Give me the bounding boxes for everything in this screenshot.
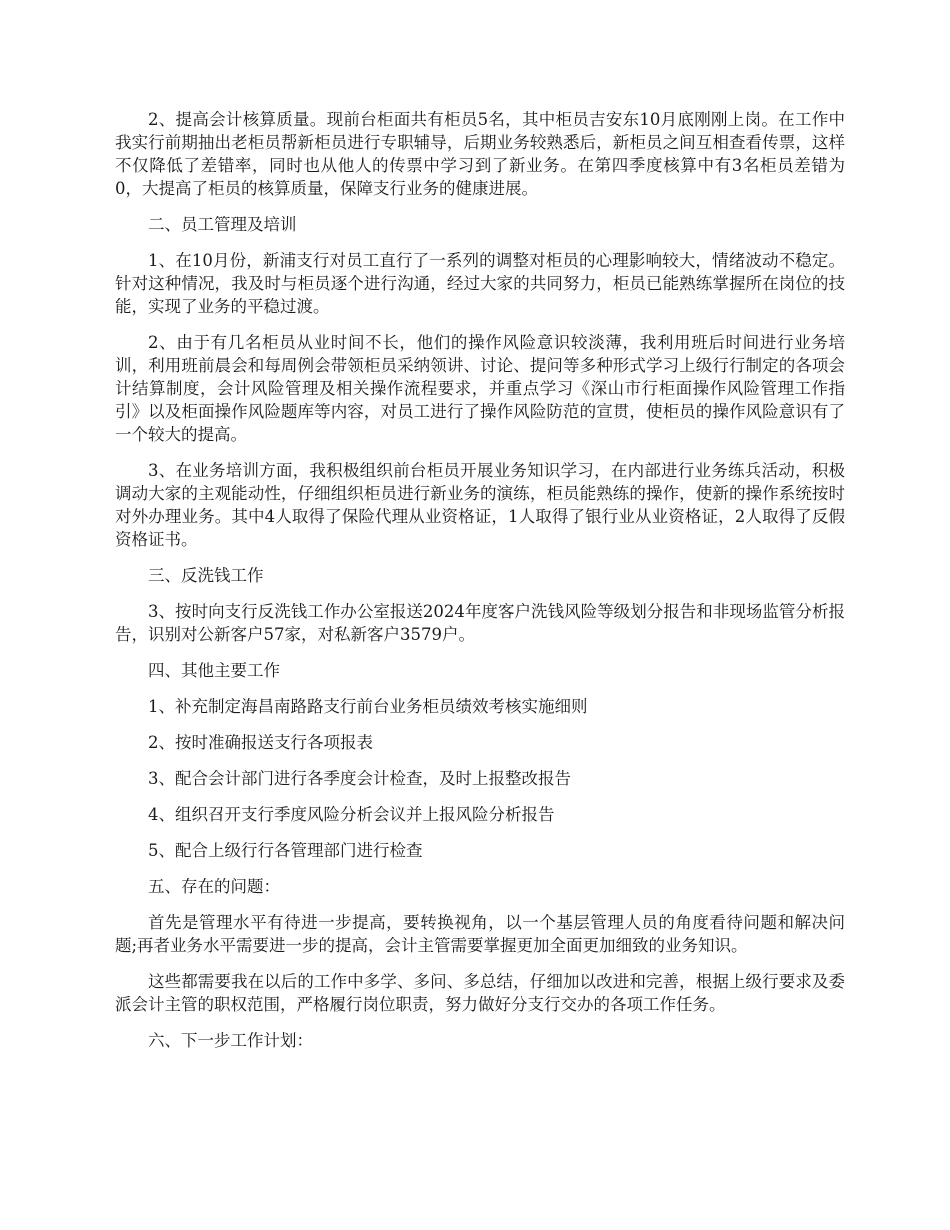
list-item-other-work-2: 2、按时准确报送支行各项报表 (148, 733, 373, 752)
paragraph-management-problems: 首先是管理水平有待进一步提高，要转换视角，以一个基层管理人员的角度看待问题和解决问题;再者业务水平需要进一步的提高，会计主管需要掌握更加全面更加细致的业务知识。 (115, 913, 845, 955)
list-item-other-work-1: 1、补充制定海昌南路路支行前台业务柜员绩效考核实施细则 (148, 697, 588, 716)
list-item-other-work-3: 3、配合会计部门进行各季度会计检查，及时上报整改报告 (148, 769, 571, 788)
list-item-other-work-5: 5、配合上级行行各管理部门进行检查 (148, 841, 423, 860)
paragraph-accounting-quality: 2、提高会计核算质量。现前台柜面共有柜员5名，其中柜员吉安东10月底刚刚上岗。在工作中我实行前期抽出老柜员帮新柜员进行专职辅导，后期业务较熟悉后，新柜员之间互相查看传票，这样不仅降低了差错率，同时也从他人的传票中学习到了新业务。在第四季度核算中有3名柜员差错为0，大提高了柜员的核算质量，保障支行业务的健康进展。 (115, 110, 845, 198)
list-item-other-work-4: 4、组织召开支行季度风险分析会议并上报风险分析报告 (148, 805, 555, 824)
section-heading-staff-training: 二、员工管理及培训 (148, 215, 297, 234)
paragraph-business-training: 3、在业务培训方面，我积极组织前台柜员开展业务知识学习，在内部进行业务练兵活动，积极调动大家的主观能动性，仔细组织柜员进行新业务的演练，柜员能熟练的操作，使新的操作系统按时对外办理业务。其中4人取得了保险代理从业资格证，1人取得了银行业从业资格证，2人取得了反假资格证书。 (115, 461, 845, 549)
document-page (115, 108, 845, 1065)
section-heading-other-work: 四、其他主要工作 (148, 661, 280, 680)
paragraph-improvement: 这些都需要我在以后的工作中多学、多问、多总结，仔细加以改进和完善，根据上级行要求及委派会计主管的职权范围，严格履行岗位职责，努力做好分支行交办的各项工作任务。 (115, 972, 845, 1014)
paragraph-risk-training: 2、由于有几名柜员从业时间不长，他们的操作风险意识较淡薄，我利用班后时间进行业务培训，利用班前晨会和每周例会带领柜员采纳领讲、讨论、提问等多种形式学习上级行行制定的各项会计结算制度，会计风险管理及相关操作流程要求，并重点学习《深山市行柜面操作风险管理工作指引》以及柜面操作风险题库等内容，对员工进行了操作风险防范的宣贯，使柜员的操作风险意识有了一个较大的提高。 (115, 333, 845, 444)
section-heading-next-plan: 六、下一步工作计划： (148, 1031, 313, 1050)
section-heading-problems: 五、存在的问题： (148, 877, 280, 896)
section-heading-anti-money-laundering: 三、反洗钱工作 (148, 566, 264, 585)
paragraph-aml-report: 3、按时向支行反洗钱工作办公室报送2024年度客户洗钱风险等级划分报告和非现场监管分析报告，识别对公新客户57家，对私新客户3579户。 (115, 602, 845, 644)
paragraph-staff-adjustment: 1、在10月份，新浦支行对员工直行了一系列的调整对柜员的心理影响较大，情绪波动不稳定。针对这种情况，我及时与柜员逐个进行沟通，经过大家的共同努力，柜员已能熟练掌握所在岗位的技能，实现了业务的平稳过渡。 (115, 251, 845, 316)
